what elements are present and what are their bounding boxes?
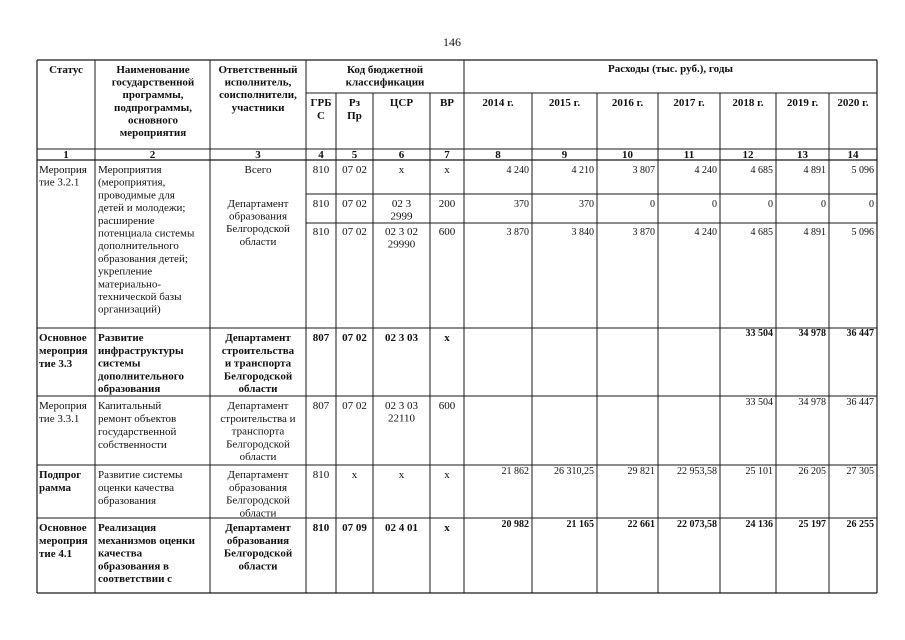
cell-grbs: 810	[312, 469, 330, 481]
cell-value: 26 205	[798, 466, 826, 477]
column-number: 8	[495, 149, 501, 161]
cell-vr: х	[444, 164, 450, 176]
cell-responsible: образования	[226, 534, 290, 547]
cell-rzpr: 07 02	[342, 400, 367, 412]
cell-vr: х	[444, 332, 450, 344]
header-name: Наименование	[116, 64, 190, 76]
cell-csr: х	[398, 469, 405, 481]
header-budget-code: Код бюджетной	[346, 64, 424, 76]
cell-value: 25 197	[798, 519, 826, 530]
header-year: 2015 г.	[548, 97, 581, 109]
cell-responsible: Департамент	[227, 198, 289, 210]
header-year: 2014 г.	[482, 97, 514, 109]
cell-name: системы	[98, 357, 141, 370]
cell-name: образования	[98, 495, 157, 507]
cell-value: 3 807	[632, 165, 655, 176]
cell-responsible: области	[239, 235, 277, 248]
cell-responsible: строительства	[221, 344, 295, 357]
cell-value: 4 685	[750, 227, 773, 238]
cell-responsible: Всего	[244, 164, 272, 176]
cell-name: Капитальный	[98, 400, 162, 412]
cell-value: 29 821	[627, 466, 655, 477]
cell-value: 3 870	[632, 227, 655, 238]
cell-status: Основное	[39, 332, 87, 344]
header-csr: ЦСР	[389, 97, 414, 109]
cell-value: 36 447	[846, 328, 874, 339]
cell-vr: 600	[438, 226, 456, 238]
cell-grbs: 810	[312, 198, 330, 210]
table-grid	[37, 60, 877, 593]
cell-name: Мероприятия	[98, 164, 162, 176]
header-year: 2017 г.	[673, 97, 705, 109]
cell-value: 26 255	[846, 519, 874, 530]
cell-value: 21 165	[566, 519, 594, 530]
cell-csr: 02 3 03	[385, 400, 418, 412]
cell-status: Подпрог	[39, 469, 82, 481]
cell-grbs: 807	[312, 400, 330, 412]
cell-vr: 200	[438, 198, 456, 210]
cell-value: 0	[768, 199, 773, 210]
cell-value: 36 447	[846, 397, 874, 408]
cell-responsible: Департамент	[227, 469, 289, 481]
cell-vr: х	[444, 522, 450, 534]
cell-responsible: области	[239, 507, 277, 520]
cell-value: 370	[579, 199, 594, 210]
cell-name: оценки качества	[98, 482, 175, 494]
cell-value: 24 136	[745, 519, 773, 530]
header-grbs: ГРБ	[310, 97, 332, 109]
table-cells	[39, 35, 874, 585]
cell-grbs: 810	[312, 522, 330, 534]
cell-value: 34 978	[798, 328, 826, 339]
column-number: 7	[444, 149, 450, 161]
cell-status: мероприя	[39, 345, 88, 357]
cell-value: 3 840	[571, 227, 594, 238]
header-name: государственной	[111, 76, 195, 89]
cell-name: (мероприятия,	[98, 176, 166, 189]
header-responsible: участники	[231, 101, 285, 114]
cell-name: механизмов оценки	[98, 534, 195, 547]
column-number: 9	[561, 149, 568, 161]
cell-responsible: Департамент	[227, 400, 289, 412]
header-name: основного	[128, 114, 178, 127]
cell-csr: 29990	[387, 238, 416, 251]
cell-name: Реализация	[98, 522, 157, 534]
cell-rzpr: 07 09	[342, 522, 367, 534]
cell-value: 4 891	[803, 227, 826, 238]
cell-name: образования детей;	[98, 252, 188, 265]
cell-name: технической базы	[98, 291, 182, 303]
cell-name: расширение	[98, 214, 155, 227]
header-name: мероприятия	[119, 127, 187, 139]
cell-name: инфраструктуры	[98, 344, 184, 357]
cell-value: 20 982	[501, 519, 529, 530]
cell-status: рамма	[39, 482, 72, 494]
cell-status: тие 3.2.1	[39, 176, 80, 189]
header-rzpr: Рз	[348, 97, 361, 109]
cell-value: 4 240	[694, 227, 717, 238]
cell-responsible: строительства и	[220, 412, 296, 425]
cell-name: образования	[98, 383, 161, 396]
header-year: 2016 г.	[611, 97, 644, 109]
cell-name: дополнительного	[98, 240, 179, 253]
cell-value: 0	[869, 199, 874, 210]
column-number: 5	[351, 149, 358, 161]
cell-value: 33 504	[745, 328, 773, 339]
cell-responsible: Белгородской	[226, 223, 290, 236]
cell-value: 34 978	[798, 397, 826, 408]
header-responsible: соисполнители,	[219, 89, 297, 102]
cell-responsible: Белгородской	[226, 494, 290, 507]
header-name: программы,	[122, 89, 184, 102]
cell-name: проводимые для	[98, 189, 175, 202]
cell-name: материально-	[98, 278, 162, 291]
header-name: подпрограммы,	[114, 101, 192, 114]
cell-rzpr: 07 02	[342, 198, 367, 210]
cell-value: 0	[821, 199, 826, 210]
cell-value: 4 240	[694, 165, 717, 176]
cell-rzpr: х	[351, 469, 358, 481]
cell-name: соответствии с	[98, 573, 173, 586]
cell-value: 5 096	[851, 227, 874, 238]
header-vr: ВР	[439, 97, 455, 109]
cell-vr: 600	[438, 400, 456, 412]
cell-rzpr: 07 02	[342, 226, 367, 238]
column-number: 10	[622, 149, 633, 161]
cell-responsible: Белгородской	[223, 547, 293, 560]
cell-responsible: образования	[228, 481, 288, 494]
cell-status: тие 4.1	[39, 548, 73, 560]
cell-responsible: области	[238, 560, 278, 573]
cell-name: собственности	[98, 439, 167, 451]
cell-value: 27 305	[846, 466, 874, 477]
cell-csr: 2999	[390, 210, 413, 223]
cell-csr: 22110	[387, 412, 416, 425]
column-number: 13	[797, 149, 808, 161]
column-number: 4	[318, 149, 324, 161]
cell-responsible: Белгородской	[226, 438, 290, 451]
cell-vr: х	[444, 469, 450, 481]
cell-value: 21 862	[501, 466, 529, 477]
column-number: 1	[63, 149, 69, 161]
header-budget-code: классификации	[345, 76, 425, 89]
cell-value: 33 504	[745, 397, 773, 408]
cell-grbs: 810	[312, 226, 330, 238]
cell-status: Мероприя	[39, 164, 87, 176]
cell-csr: 02 4 01	[385, 522, 418, 534]
cell-name: укрепление	[98, 265, 153, 278]
cell-status: мероприя	[39, 535, 88, 547]
cell-status: Мероприя	[39, 400, 87, 412]
cell-value: 4 210	[571, 165, 594, 176]
cell-name: потенциала системы	[98, 227, 195, 240]
header-responsible: Ответственный	[218, 64, 298, 76]
cell-csr: 02 3 03	[385, 332, 418, 344]
cell-value: 4 891	[803, 165, 826, 176]
cell-value: 22 073,58	[677, 519, 717, 530]
cell-responsible: Белгородской	[223, 370, 293, 383]
cell-value: 4 240	[506, 165, 529, 176]
header-year: 2020 г.	[837, 97, 869, 109]
cell-name: Развитие	[98, 332, 144, 344]
cell-rzpr: 07 02	[342, 332, 367, 344]
cell-name: ремонт объектов	[98, 413, 177, 425]
cell-name: качества	[98, 547, 143, 560]
column-number: 14	[847, 149, 859, 161]
cell-csr: 02 3	[391, 198, 412, 210]
cell-value: 0	[650, 199, 655, 210]
column-number: 3	[255, 149, 261, 161]
cell-status: тие 3.3.1	[39, 413, 80, 425]
cell-value: 22 953,58	[677, 466, 717, 477]
header-expenses: Расходы (тыс. руб.), годы	[608, 63, 733, 75]
header-rzpr: Пр	[347, 110, 362, 122]
cell-responsible: Департамент	[225, 522, 291, 534]
cell-status: тие 3.3	[39, 358, 73, 370]
cell-name: дополнительного	[98, 370, 184, 383]
page-number: 146	[443, 35, 461, 49]
cell-value: 3 870	[506, 227, 529, 238]
cell-responsible: и транспорта	[224, 357, 292, 370]
cell-responsible: области	[238, 383, 278, 396]
cell-value: 25 101	[745, 466, 773, 477]
header-grbs: С	[317, 110, 325, 122]
column-number: 2	[149, 149, 156, 161]
cell-responsible: области	[239, 451, 277, 464]
cell-rzpr: 07 02	[342, 164, 367, 176]
cell-name: детей и молодежи;	[98, 202, 186, 215]
cell-value: 5 096	[851, 165, 874, 176]
cell-name: Развитие системы	[98, 469, 183, 481]
column-number: 6	[398, 149, 405, 161]
cell-value: 4 685	[750, 165, 773, 176]
cell-name: государственной	[98, 426, 177, 438]
cell-value: 26 310,25	[554, 466, 594, 477]
cell-responsible: Департамент	[225, 332, 291, 344]
cell-responsible: образования	[228, 210, 288, 223]
cell-value: 0	[712, 199, 717, 210]
cell-responsible: транспорта	[231, 425, 285, 438]
cell-csr: х	[398, 164, 405, 176]
column-number: 11	[683, 149, 695, 161]
cell-csr: 02 3 02	[385, 226, 418, 238]
column-number: 12	[742, 149, 754, 161]
cell-name: организаций)	[98, 303, 161, 316]
header-year: 2018 г.	[732, 97, 764, 109]
cell-name: образования в	[98, 560, 169, 573]
header-responsible: исполнитель,	[224, 76, 292, 89]
cell-grbs: 807	[312, 332, 330, 344]
cell-value: 370	[514, 199, 529, 210]
cell-status: Основное	[39, 522, 87, 534]
header-year: 2019 г.	[786, 97, 819, 109]
cell-grbs: 810	[312, 164, 330, 176]
cell-value: 22 661	[627, 519, 655, 530]
header-status: Статус	[49, 64, 83, 76]
